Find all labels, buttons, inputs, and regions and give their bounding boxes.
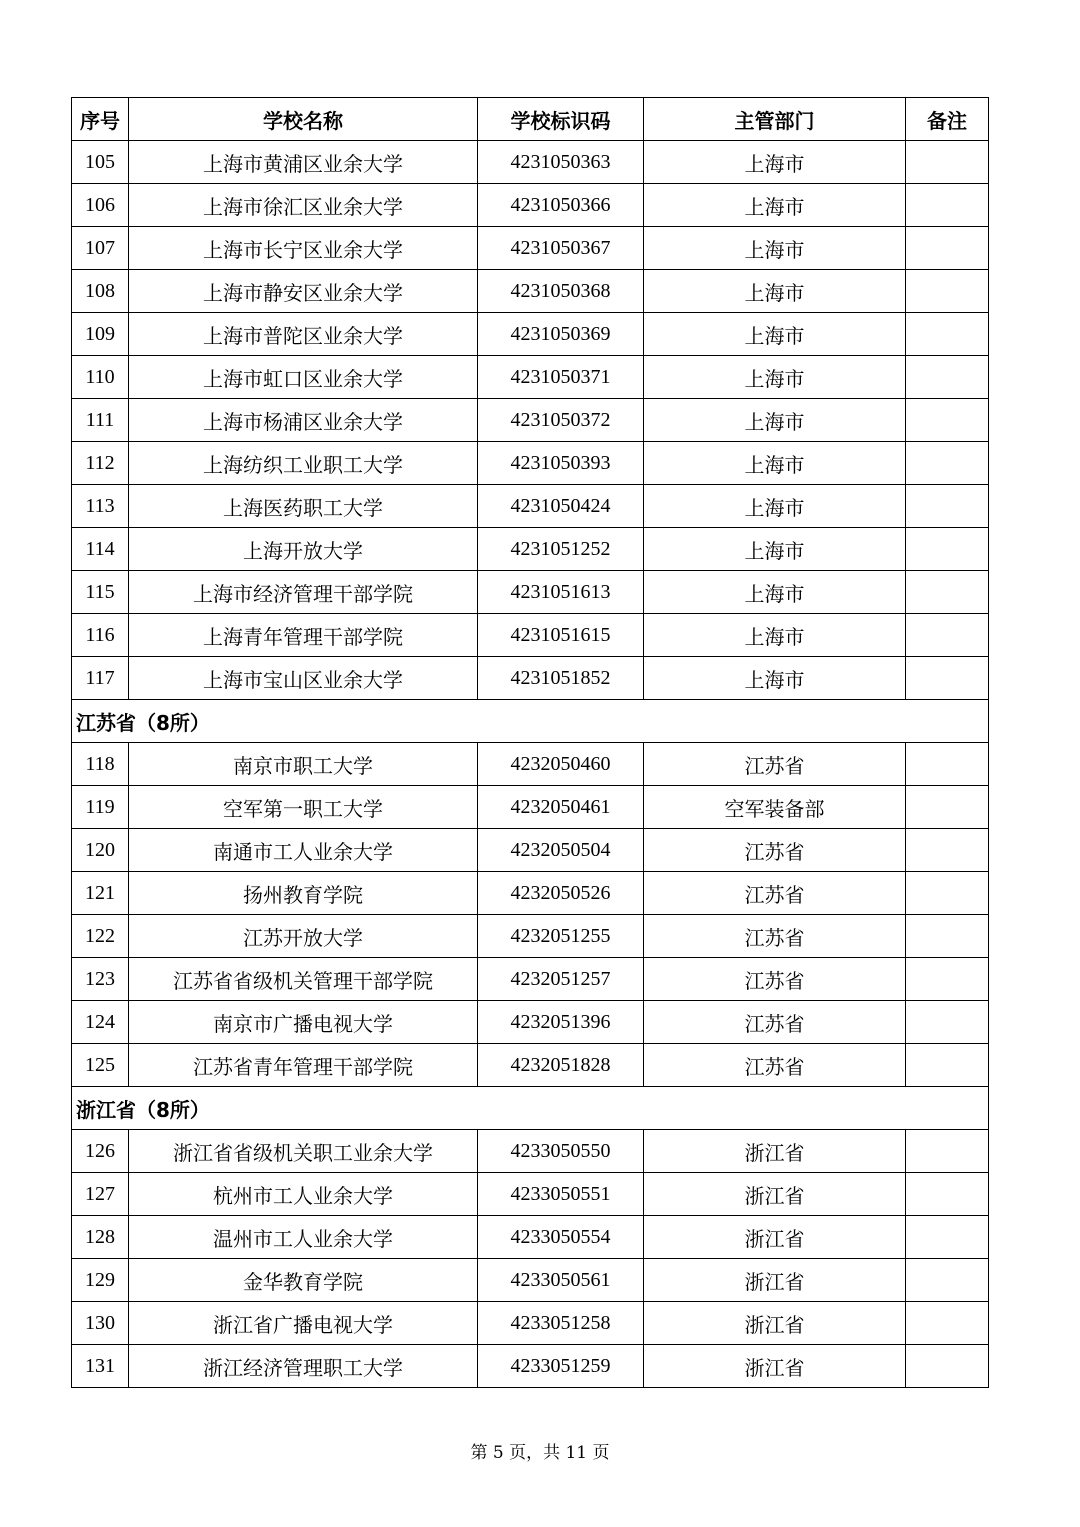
- header-school-code: 学校标识码: [478, 98, 644, 141]
- row-seq: 123: [72, 958, 129, 1001]
- row-seq: 124: [72, 1001, 129, 1044]
- row-school-name: 江苏省青年管理干部学院: [129, 1044, 478, 1087]
- row-seq: 105: [72, 141, 129, 184]
- table-row: [72, 1044, 989, 1087]
- table-row: [72, 657, 989, 700]
- row-school-code: 4233050561: [478, 1259, 644, 1302]
- table-row: [72, 743, 989, 786]
- table-row: [72, 958, 989, 1001]
- row-note: [906, 1130, 989, 1173]
- page-footer: 第 5 页，共 11 页: [470, 1443, 610, 1463]
- table-body: [72, 141, 989, 1388]
- table-row: [72, 571, 989, 614]
- row-seq: 112: [72, 442, 129, 485]
- row-seq: 129: [72, 1259, 129, 1302]
- row-department: 上海市: [644, 571, 906, 614]
- row-department: 上海市: [644, 442, 906, 485]
- row-seq: 121: [72, 872, 129, 915]
- table-row: [72, 829, 989, 872]
- table-row: [72, 270, 989, 313]
- row-school-name: 浙江省省级机关职工业余大学: [129, 1130, 478, 1173]
- row-school-name: 上海市经济管理干部学院: [129, 571, 478, 614]
- row-school-name: 金华教育学院: [129, 1259, 478, 1302]
- row-school-code: 4232050526: [478, 872, 644, 915]
- row-seq: 119: [72, 786, 129, 829]
- row-school-code: 4231051852: [478, 657, 644, 700]
- row-school-code: 4232050460: [478, 743, 644, 786]
- row-seq: 111: [72, 399, 129, 442]
- row-school-name: 上海市长宁区业余大学: [129, 227, 478, 270]
- table-row: [72, 1216, 989, 1259]
- row-department: 上海市: [644, 356, 906, 399]
- table-row: [72, 184, 989, 227]
- row-note: [906, 184, 989, 227]
- row-school-code: 4231050393: [478, 442, 644, 485]
- row-department: 上海市: [644, 141, 906, 184]
- row-school-code: 4231050367: [478, 227, 644, 270]
- row-seq: 108: [72, 270, 129, 313]
- school-list-table: [71, 97, 989, 1388]
- table-row: [72, 1345, 989, 1388]
- group-header-row: [72, 700, 989, 743]
- row-seq: 126: [72, 1130, 129, 1173]
- row-note: [906, 1001, 989, 1044]
- group-title: 浙江省（8所）: [72, 1087, 989, 1130]
- row-seq: 131: [72, 1345, 129, 1388]
- row-school-code: 4231050368: [478, 270, 644, 313]
- row-note: [906, 141, 989, 184]
- row-seq: 106: [72, 184, 129, 227]
- row-seq: 117: [72, 657, 129, 700]
- table-row: [72, 227, 989, 270]
- row-seq: 118: [72, 743, 129, 786]
- row-seq: 114: [72, 528, 129, 571]
- row-department: 上海市: [644, 227, 906, 270]
- row-note: [906, 442, 989, 485]
- table-row: [72, 485, 989, 528]
- row-school-name: 上海市黄浦区业余大学: [129, 141, 478, 184]
- table-row: [72, 786, 989, 829]
- row-department: 上海市: [644, 614, 906, 657]
- header-department: 主管部门: [644, 98, 906, 141]
- row-school-code: 4231050371: [478, 356, 644, 399]
- row-seq: 130: [72, 1302, 129, 1345]
- row-department: 浙江省: [644, 1259, 906, 1302]
- row-note: [906, 399, 989, 442]
- table-row: [72, 399, 989, 442]
- row-school-name: 浙江省广播电视大学: [129, 1302, 478, 1345]
- row-note: [906, 571, 989, 614]
- group-header-row: [72, 1087, 989, 1130]
- row-school-name: 上海纺织工业职工大学: [129, 442, 478, 485]
- row-school-code: 4233050551: [478, 1173, 644, 1216]
- row-school-name: 上海市静安区业余大学: [129, 270, 478, 313]
- row-seq: 128: [72, 1216, 129, 1259]
- row-department: 上海市: [644, 657, 906, 700]
- row-school-name: 空军第一职工大学: [129, 786, 478, 829]
- row-department: 浙江省: [644, 1173, 906, 1216]
- row-department: 浙江省: [644, 1302, 906, 1345]
- table-row: [72, 1001, 989, 1044]
- row-school-name: 南京市职工大学: [129, 743, 478, 786]
- row-note: [906, 915, 989, 958]
- row-seq: 109: [72, 313, 129, 356]
- row-school-name: 上海开放大学: [129, 528, 478, 571]
- row-school-name: 浙江经济管理职工大学: [129, 1345, 478, 1388]
- table-row: [72, 1130, 989, 1173]
- group-title: 江苏省（8所）: [72, 700, 989, 743]
- row-note: [906, 786, 989, 829]
- row-school-name: 上海青年管理干部学院: [129, 614, 478, 657]
- row-school-code: 4231051615: [478, 614, 644, 657]
- row-school-name: 杭州市工人业余大学: [129, 1173, 478, 1216]
- row-school-name: 上海市徐汇区业余大学: [129, 184, 478, 227]
- row-seq: 110: [72, 356, 129, 399]
- table-row: [72, 313, 989, 356]
- row-seq: 122: [72, 915, 129, 958]
- row-note: [906, 528, 989, 571]
- row-school-name: 江苏开放大学: [129, 915, 478, 958]
- row-note: [906, 313, 989, 356]
- row-note: [906, 1345, 989, 1388]
- row-note: [906, 1044, 989, 1087]
- row-note: [906, 872, 989, 915]
- row-note: [906, 743, 989, 786]
- row-department: 江苏省: [644, 1001, 906, 1044]
- row-seq: 120: [72, 829, 129, 872]
- row-department: 江苏省: [644, 872, 906, 915]
- row-department: 江苏省: [644, 915, 906, 958]
- table-row: [72, 614, 989, 657]
- row-school-name: 南通市工人业余大学: [129, 829, 478, 872]
- row-school-code: 4231050369: [478, 313, 644, 356]
- row-note: [906, 227, 989, 270]
- table-row: [72, 1259, 989, 1302]
- row-school-code: 4233050554: [478, 1216, 644, 1259]
- row-department: 浙江省: [644, 1345, 906, 1388]
- row-school-code: 4232051257: [478, 958, 644, 1001]
- row-seq: 115: [72, 571, 129, 614]
- row-department: 上海市: [644, 528, 906, 571]
- row-seq: 116: [72, 614, 129, 657]
- row-school-code: 4233050550: [478, 1130, 644, 1173]
- row-department: 空军装备部: [644, 786, 906, 829]
- header-note: 备注: [906, 98, 989, 141]
- row-school-code: 4232050504: [478, 829, 644, 872]
- row-note: [906, 1173, 989, 1216]
- row-school-code: 4231050424: [478, 485, 644, 528]
- table-row: [72, 442, 989, 485]
- row-department: 江苏省: [644, 1044, 906, 1087]
- row-note: [906, 1259, 989, 1302]
- row-department: 江苏省: [644, 958, 906, 1001]
- row-department: 上海市: [644, 313, 906, 356]
- row-department: 上海市: [644, 399, 906, 442]
- row-school-code: 4231050366: [478, 184, 644, 227]
- row-note: [906, 958, 989, 1001]
- row-school-name: 上海市普陀区业余大学: [129, 313, 478, 356]
- row-note: [906, 657, 989, 700]
- header-school-name: 学校名称: [129, 98, 478, 141]
- row-department: 江苏省: [644, 743, 906, 786]
- row-seq: 113: [72, 485, 129, 528]
- table-row: [72, 1302, 989, 1345]
- row-school-code: 4232051396: [478, 1001, 644, 1044]
- row-school-name: 温州市工人业余大学: [129, 1216, 478, 1259]
- table-row: [72, 141, 989, 184]
- row-note: [906, 614, 989, 657]
- row-school-code: 4231050363: [478, 141, 644, 184]
- row-school-name: 上海市虹口区业余大学: [129, 356, 478, 399]
- row-school-code: 4231051252: [478, 528, 644, 571]
- row-school-code: 4231050372: [478, 399, 644, 442]
- row-note: [906, 485, 989, 528]
- row-school-code: 4231051613: [478, 571, 644, 614]
- row-school-name: 扬州教育学院: [129, 872, 478, 915]
- row-school-name: 上海市宝山区业余大学: [129, 657, 478, 700]
- table-row: [72, 528, 989, 571]
- row-school-code: 4232050461: [478, 786, 644, 829]
- row-note: [906, 356, 989, 399]
- table-row: [72, 356, 989, 399]
- row-department: 浙江省: [644, 1216, 906, 1259]
- row-seq: 107: [72, 227, 129, 270]
- row-note: [906, 1216, 989, 1259]
- row-school-name: 江苏省省级机关管理干部学院: [129, 958, 478, 1001]
- row-seq: 127: [72, 1173, 129, 1216]
- row-department: 江苏省: [644, 829, 906, 872]
- row-seq: 125: [72, 1044, 129, 1087]
- row-note: [906, 829, 989, 872]
- row-school-code: 4232051255: [478, 915, 644, 958]
- table-header-row: [72, 98, 989, 141]
- row-note: [906, 1302, 989, 1345]
- row-school-code: 4233051258: [478, 1302, 644, 1345]
- row-department: 上海市: [644, 485, 906, 528]
- table-row: [72, 1173, 989, 1216]
- row-school-name: 南京市广播电视大学: [129, 1001, 478, 1044]
- row-school-name: 上海市杨浦区业余大学: [129, 399, 478, 442]
- row-school-code: 4232051828: [478, 1044, 644, 1087]
- row-department: 上海市: [644, 270, 906, 313]
- table-row: [72, 872, 989, 915]
- row-department: 浙江省: [644, 1130, 906, 1173]
- row-department: 上海市: [644, 184, 906, 227]
- header-seq: 序号: [72, 98, 129, 141]
- row-school-name: 上海医药职工大学: [129, 485, 478, 528]
- row-school-code: 4233051259: [478, 1345, 644, 1388]
- row-note: [906, 270, 989, 313]
- table-row: [72, 915, 989, 958]
